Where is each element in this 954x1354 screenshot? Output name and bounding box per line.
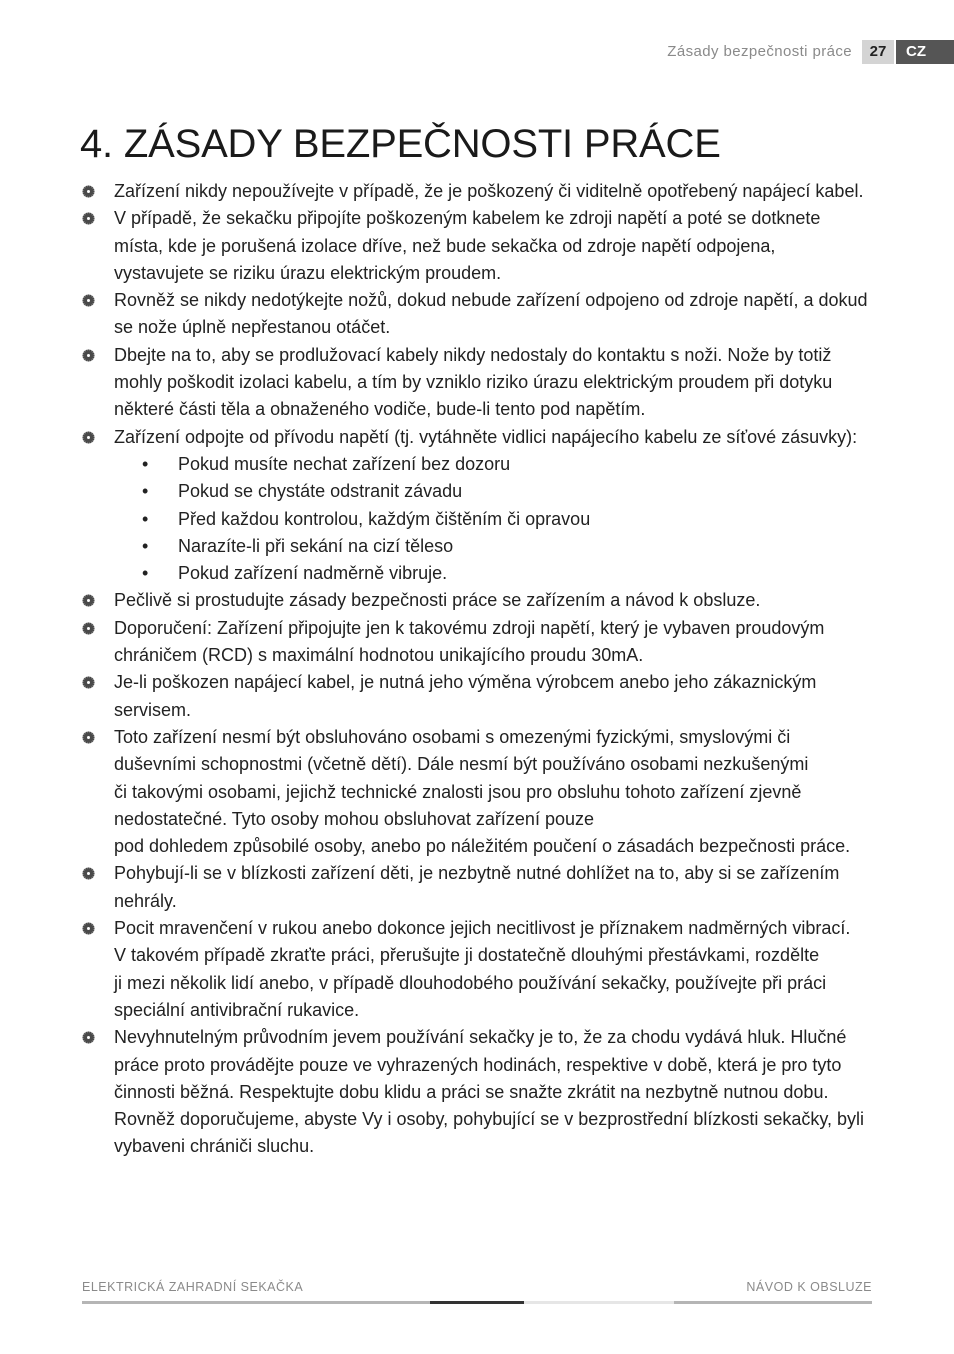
list-item bbox=[82, 205, 882, 287]
bullet-dot-icon: • bbox=[142, 535, 149, 556]
sub-list-item bbox=[82, 478, 882, 505]
sub-list-item-label: Pokud zařízení nadměrně vibruje. bbox=[178, 563, 448, 584]
list-item-line: Zařízení odpojte od přívodu napětí (tj. vytáhněte vidlici napájecího kabelu ze síťové zásuvky): bbox=[114, 426, 858, 447]
gear-bullet-icon bbox=[82, 185, 95, 198]
sub-list-item bbox=[82, 560, 882, 587]
list-item-line: V případě, že sekačku připojíte poškozeným kabelem ke zdroji napětí a poté se dotknete bbox=[114, 208, 821, 229]
sub-list-item bbox=[82, 506, 882, 533]
sub-list-item-label: Narazíte-li při sekání na cizí těleso bbox=[178, 535, 454, 556]
header-section-title: Zásady bezpečnosti práce bbox=[667, 43, 852, 60]
list-item bbox=[82, 587, 882, 614]
list-item bbox=[82, 178, 882, 205]
list-item-line: práce proto provádějte pouze ve vyhrazených hodinách, respektive v době, která je pro tyto bbox=[114, 1054, 842, 1075]
list-item-line: speciální antivibrační rukavice. bbox=[114, 999, 360, 1020]
list-item bbox=[82, 915, 882, 1024]
list-item-line: Toto zařízení nesmí být obsluhováno osobami s omezenými fyzickými, smyslovými či bbox=[114, 726, 791, 747]
gear-bullet-icon bbox=[82, 676, 95, 689]
list-item bbox=[82, 860, 882, 915]
list-item-line: Pocit mravenčení v rukou anebo dokonce jejich necitlivost je příznakem nadměrných vibrací. bbox=[114, 918, 851, 939]
list-item-line: se nože úplně nepřestanou otáčet. bbox=[114, 317, 391, 338]
gear-bullet-icon bbox=[82, 922, 95, 935]
sub-list-item-label: Před každou kontrolou, každým čištěním či opravou bbox=[178, 508, 591, 529]
footer-manual-name: NÁVOD K OBSLUZE bbox=[746, 1280, 872, 1294]
list-item-line: Nevyhnutelným průvodním jevem používání sekačky je to, že za chodu vydává hluk. Hlučné bbox=[114, 1027, 847, 1048]
footer-divider-segment bbox=[82, 1301, 430, 1304]
gear-bullet-icon bbox=[82, 731, 95, 744]
gear-bullet-icon bbox=[82, 594, 95, 607]
sub-list-item bbox=[82, 533, 882, 560]
gear-bullet-icon bbox=[82, 622, 95, 635]
list-item-line: vystavujete se riziku úrazu elektrickým proudem. bbox=[114, 262, 502, 283]
list-item-line: Rovněž doporučujeme, abyste Vy i osoby, pohybující se v bezprostřední blízkosti sekačky, byli bbox=[114, 1109, 865, 1130]
list-item-line: Rovněž se nikdy nedotýkejte nožů, dokud nebude zařízení odpojeno od zdroje napětí, a dokud bbox=[114, 290, 868, 311]
list-item-line: chráničem (RCD) s maximální hodnotou unikajícího proudu 30mA. bbox=[114, 645, 644, 666]
gear-bullet-icon bbox=[82, 867, 95, 880]
list-item-line: Je-li poškozen napájecí kabel, je nutná jeho výměna výrobcem anebo jeho zákaznickým bbox=[114, 672, 817, 693]
list-item-line: místa, kde je porušená izolace dříve, než bude sekačka od zdroje napětí odpojena, bbox=[114, 235, 776, 256]
list-item bbox=[82, 669, 882, 724]
sub-list-item-label: Pokud se chystáte odstranit závadu bbox=[178, 481, 463, 502]
list-item-line: nehrály. bbox=[114, 890, 177, 911]
sub-list-item-label: Pokud musíte nechat zařízení bez dozoru bbox=[178, 453, 511, 474]
list-item-line: duševními schopnostmi (včetně dětí). Dále nesmí být používáno osobami nezkušenými bbox=[114, 754, 809, 775]
list-item-line: V takovém případě zkraťte práci, přerušujte ji dostatečně dlouhými přestávkami, rozdělte bbox=[114, 945, 820, 966]
footer-divider-segment bbox=[674, 1301, 872, 1304]
list-item bbox=[82, 615, 882, 670]
footer-divider-segment bbox=[430, 1301, 524, 1304]
gear-bullet-icon bbox=[82, 212, 95, 225]
list-item-line: servisem. bbox=[114, 699, 192, 720]
page-title: 4. ZÁSADY BEZPEČNOSTI PRÁCE bbox=[80, 122, 721, 166]
list-item bbox=[82, 424, 882, 451]
list-item-line: ji mezi několik lidí anebo, v případě dlouhodobého používání sekačky, používejte při práci bbox=[114, 972, 827, 993]
list-item-line: Pohybují-li se v blízkosti zařízení děti, je nezbytně nutné dohlížet na to, aby si se zařízením bbox=[114, 863, 840, 884]
list-item bbox=[82, 342, 882, 424]
list-item-line: Dbejte na to, aby se prodlužovací kabely nikdy nedostaly do kontaktu s noži. Nože by totiž bbox=[114, 344, 832, 365]
list-item-line: mohly poškodit izolaci kabelu, a tím by vzniklo riziko úrazu elektrickým proudem při dotyku bbox=[114, 372, 833, 393]
list-item-line: některé části těla a obnaženého vodiče, bude-li tento pod napětím. bbox=[114, 399, 646, 420]
list-item-line: činnosti běžná. Respektujte dobu klidu a práci se snažte zkrátit na nezbytně nutnou dobu. bbox=[114, 1081, 829, 1102]
list-item-line: Doporučení: Zařízení připojujte jen k takovému zdroji napětí, který je vybaven proudovým bbox=[114, 617, 825, 638]
bullet-dot-icon: • bbox=[142, 453, 149, 474]
safety-rules-list bbox=[82, 178, 882, 1161]
bullet-dot-icon: • bbox=[142, 563, 149, 584]
gear-bullet-icon bbox=[82, 349, 95, 362]
list-item-line: Zařízení nikdy nepoužívejte v případě, že je poškozený či viditelně opotřebený napájecí kabel. bbox=[114, 181, 864, 201]
gear-bullet-icon bbox=[82, 294, 95, 307]
list-item bbox=[82, 1024, 882, 1160]
list-item bbox=[82, 724, 882, 860]
list-item-line: pod dohledem způsobilé osoby, anebo po náležitém poučení o zásadách bezpečnosti práce. bbox=[114, 836, 851, 857]
page-number: 27 bbox=[862, 40, 894, 64]
list-item bbox=[82, 287, 882, 342]
language-badge: CZ bbox=[896, 40, 954, 64]
page-header bbox=[667, 40, 954, 64]
list-item-line: Pečlivě si prostudujte zásady bezpečnosti práce se zařízením a návod k obsluze. bbox=[114, 590, 761, 611]
list-item-line: či takovými osobami, jejichž technické znalosti jsou pro obsluhu tohoto zařízení zjevně bbox=[114, 781, 802, 802]
footer-divider-segment bbox=[524, 1301, 674, 1304]
bullet-dot-icon: • bbox=[142, 508, 149, 529]
sub-list-item bbox=[82, 451, 882, 478]
footer-product-name: ELEKTRICKÁ ZAHRADNÍ SEKAČKA bbox=[82, 1280, 304, 1294]
bullet-dot-icon: • bbox=[142, 481, 149, 502]
list-item-line: nedostatečné. Tyto osoby mohou obsluhovat zařízení pouze bbox=[114, 808, 594, 829]
gear-bullet-icon bbox=[82, 1031, 95, 1044]
list-item-line: vybaveni chrániči sluchu. bbox=[114, 1136, 315, 1157]
gear-bullet-icon bbox=[82, 431, 95, 444]
